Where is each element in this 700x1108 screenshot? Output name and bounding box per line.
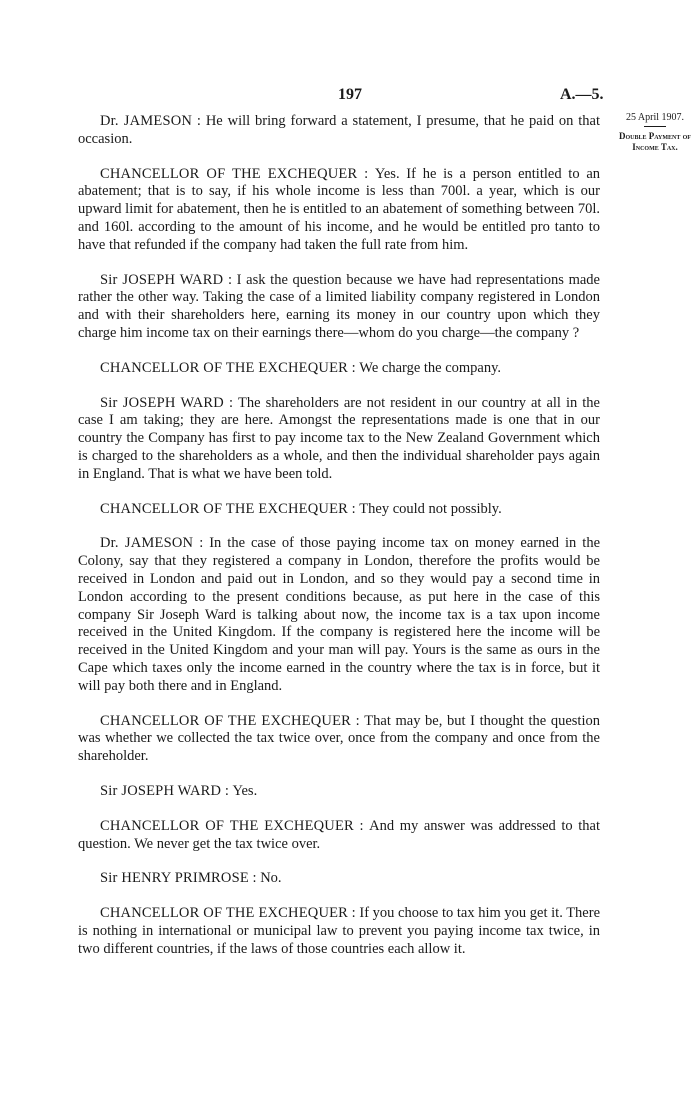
speech-text: That may be, but I thought the question was whether we collected the tax twice over, once from the company and once from the shareholder. [78,712,600,765]
speech-text: No. [260,870,282,887]
speaker-name: CHANCELLOR OF THE EXCHEQUER [100,905,349,922]
paragraph: CHANCELLOR OF THE EXCHEQUER : If you choose to tax him you get it. There is nothing in international or municipal law to prevent you paying income tax twice, in two different countries, if the laws of those countries each allow it. [78,905,600,957]
speech-text: They could not possibly. [359,500,502,517]
speech-text: He will bring forward a statement, I presume, that he paid on that occasion. [78,113,600,147]
paragraph: CHANCELLOR OF THE EXCHEQUER : That may be, but I thought the question was whether we collected the tax twice over, once from the company and once from the shareholder. [78,712,600,765]
speaker-name: Dr. JAMESON [100,113,193,129]
speech-text: In the case of those paying income tax on money earned in the Colony, say that they registered a company in London, therefore the profits would be received in London and paid out in London, and so they would pay a second time in London according to the present conditions because, as put here in the case of this company Sir Joseph Ward is talking about now, the income tax is a tax upon income received in the United Kingdom. If the company is registered here the income will be received in the United Kingdom and your man will pay. Yours is the same as ours in the Cape which taxes only the income earned in the country where the tax is in force, but it will pay both there and in England. [78,535,600,694]
page-number: 197 [338,86,362,103]
speaker-name: Sir JOSEPH WARD [100,394,224,411]
speaker-name: Sir HENRY PRIMROSE [100,870,249,887]
speech-text: And my answer was addressed to that question. We never get the tax twice over. [78,817,601,852]
speech-text: Yes. If he is a person entitled to an abatement; that is to say, if his whole income is less than 700l. a year, which is our upward limit for abatement, then he is entitled to an abatement of something between 70l. and 160l. according to the amount of his income, and he would be entitled pro tanto to have that refunded if the company had taken the full rate from him. [78,165,600,253]
speaker-name: Sir JOSEPH WARD [100,782,222,799]
paragraph: CHANCELLOR OF THE EXCHEQUER : Yes. If he is a person entitled to an abatement; that is to say, if his whole income is less than 700l. a year, which is our upward limit for abatement, then he is entitled to an abatement of something between 70l. and 160l. according to the amount of his income, and he would be entitled pro tanto to have that refunded if the company had taken the full rate from him. [78,165,600,253]
margin-note [612,112,698,153]
speaker-name: CHANCELLOR OF THE EXCHEQUER [100,359,349,376]
speaker-name: CHANCELLOR OF THE EXCHEQUER [100,500,349,517]
speech-text: Yes. [232,782,258,799]
paragraph: CHANCELLOR OF THE EXCHEQUER : And my answer was addressed to that question. We never get the tax twice over. [78,817,601,852]
margin-subject: Double Payment of Income Tax. [619,131,691,152]
paragraph: Dr. JAMESON : In the case of those paying income tax on money earned in the Colony, say that they registered a company in London, therefore the profits would be received in London and paid out in London, and so they would pay a second time in London according to the present conditions because, as put here in the case of this company Sir Joseph Ward is talking about now, the income tax is a tax upon income received in the United Kingdom. If the company is registered here the income will be received in the United Kingdom and your man will pay. Yours is the same as ours in the Cape which taxes only the income earned in the country where the tax is in force, but it will pay both there and in England. [78,535,600,694]
margin-date: 25 April 1907. [625,112,685,123]
margin-rule [644,126,666,127]
speech-text: I ask the question because we have had representations made rather the other way. Taking the case of a limited liability company registered in London and with their shareholders here, earning its money in our country upon which they charge him income tax on their earnings there—whom do you charge—the company ? [78,271,600,341]
paragraph: Sir HENRY PRIMROSE : No. [100,870,282,887]
speaker-name: Sir JOSEPH WARD [100,271,224,288]
speech-text: If you choose to tax him you get it. There is nothing in international or municipal law to prevent you paying income tax twice, in two different countries, if the laws of those countries each allow it. [78,905,600,957]
paragraph: CHANCELLOR OF THE EXCHEQUER : We charge the company. [100,359,502,376]
speaker-name: CHANCELLOR OF THE EXCHEQUER [100,817,354,834]
paragraph: CHANCELLOR OF THE EXCHEQUER : They could not possibly. [100,500,502,517]
speaker-name: CHANCELLOR OF THE EXCHEQUER [100,165,358,182]
transcript-body [78,113,600,975]
paragraph: Dr. JAMESON : He will bring forward a statement, I presume, that he paid on that occasion. [78,113,600,147]
paragraph: Sir JOSEPH WARD : The shareholders are not resident in our country at all in the case I am taking; they are here. Amongst the representations made is one that in our country the Company has first to pay income tax to the New Zealand Government which is charged to the shareholders as a whole, and then the individual shareholder pays again in England. That is what we have been told. [78,394,600,482]
paragraph: Sir JOSEPH WARD : Yes. [100,782,258,799]
speech-text: The shareholders are not resident in our country at all in the case I am taking; they are here. Amongst the representations made is one that in our country the Company has first to pay income tax to the New Zealand Government which is charged to the shareholders as a whole, and then the individual shareholder pays again in England. That is what we have been told. [78,394,600,482]
paragraph: Sir JOSEPH WARD : I ask the question because we have had representations made rather the other way. Taking the case of a limited liability company registered in London and with their shareholders here, earning its money in our country upon which they charge him income tax on their earnings there—whom do you charge—the company ? [78,271,600,341]
speaker-name: CHANCELLOR OF THE EXCHEQUER [100,712,351,729]
speaker-name: Dr. JAMESON [100,535,194,552]
document-reference: A.—5. [560,86,604,103]
speech-text: We charge the company. [359,359,502,376]
